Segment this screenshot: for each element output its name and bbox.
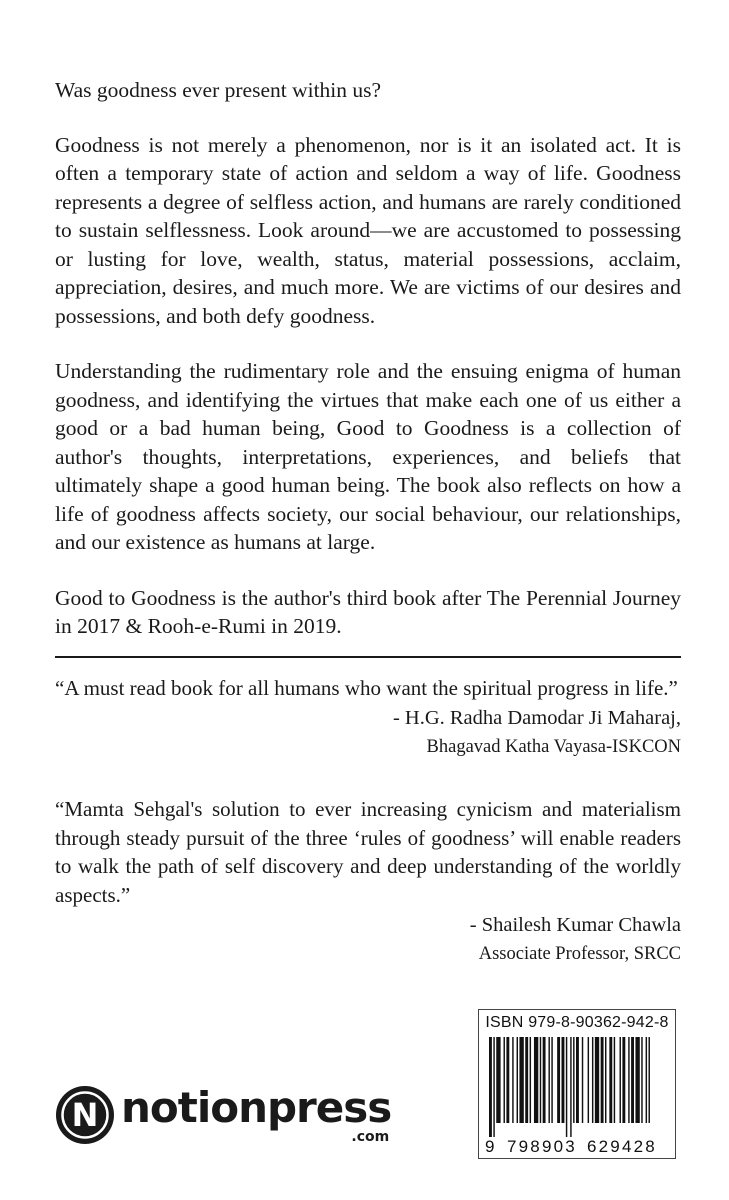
publisher-name: notionpress bbox=[121, 1083, 392, 1132]
barcode-digit-lead: 9 bbox=[485, 1137, 495, 1156]
testimonial-1-affiliation: Bhagavad Katha Vayasa-ISKCON bbox=[426, 737, 681, 757]
barcode-bar bbox=[517, 1037, 518, 1123]
barcode-bar bbox=[557, 1037, 560, 1123]
barcode-bar bbox=[641, 1037, 642, 1123]
barcode-bar bbox=[525, 1037, 528, 1123]
opening-question: Was goodness ever present within us? bbox=[55, 78, 382, 102]
barcode-bar bbox=[631, 1037, 634, 1123]
paragraph-third-book: Good to Goodness is the author's third book after The Perennial Journey in 2017 & Rooh-e-Rumi in 2019. bbox=[55, 585, 681, 638]
barcode-bar bbox=[576, 1037, 579, 1123]
back-cover-text bbox=[55, 76, 681, 1002]
divider-rule bbox=[55, 656, 681, 658]
notionpress-logo-icon bbox=[55, 1085, 115, 1145]
testimonial-2-author: - Shailesh Kumar Chawla bbox=[469, 914, 681, 936]
testimonial-2 bbox=[55, 795, 681, 968]
barcode-bar bbox=[601, 1037, 604, 1123]
barcode-bar bbox=[635, 1037, 639, 1123]
barcode-bar bbox=[573, 1037, 574, 1123]
publisher-domain: .com bbox=[351, 1129, 390, 1145]
barcode-bar bbox=[489, 1037, 492, 1137]
barcode-bar bbox=[530, 1037, 531, 1123]
barcode-bars bbox=[479, 1037, 675, 1142]
publisher-wordmark bbox=[121, 1085, 391, 1145]
paragraph-understanding: Understanding the rudimentary role and the ensuing enigma of human goodness, and identifying the virtues that make each one of us either a good or a bad human being, Good to Goodness is a collection of author's thoughts, interpretations, experiences, and beliefs that ultimately shape a good human being. The book also reflects on how a life of goodness affects society, our social behaviour, our relationships, and our existence as humans at large. bbox=[55, 359, 681, 554]
barcode-bar bbox=[548, 1037, 549, 1123]
barcode-bar bbox=[566, 1037, 567, 1137]
testimonial-2-affiliation: Associate Professor, SRCC bbox=[478, 944, 681, 964]
publisher-logo bbox=[55, 1079, 391, 1151]
barcode-bar bbox=[595, 1037, 599, 1123]
testimonial-1 bbox=[55, 674, 681, 762]
barcode-bar bbox=[628, 1037, 629, 1123]
isbn-label: ISBN 979-8-90362-942-8 bbox=[485, 1014, 669, 1031]
barcode-bar bbox=[496, 1037, 500, 1123]
barcode-bar bbox=[512, 1037, 513, 1123]
barcode-bar bbox=[620, 1037, 621, 1123]
barcode-bar bbox=[504, 1037, 505, 1123]
barcode-bar bbox=[614, 1037, 615, 1123]
barcode-bar bbox=[551, 1037, 552, 1123]
testimonial-2-text: “Mamta Sehgal's solution to ever increasing cynicism and materialism through steady pursuit of the three ‘rules of goodness’ will enable readers to walk the path of self discovery and deep understanding of the worldly aspects.” bbox=[55, 797, 681, 907]
barcode-digits-right: 629428 bbox=[587, 1137, 657, 1156]
barcode-bar bbox=[609, 1037, 612, 1123]
barcode-bar bbox=[622, 1037, 625, 1123]
barcode-bar bbox=[582, 1037, 583, 1123]
barcode-digits-left: 798903 bbox=[507, 1137, 577, 1156]
paragraph-goodness: Goodness is not merely a phenomenon, nor is it an isolated act. It is often a temporary state of action and seldom a way of life. Goodness represents a degree of selfless action, and humans are rarely conditioned to sustain selflessness. Look around—we are accustomed to possessing or lusting for love, wealth, status, material possessions, acclaim, appreciation, desires, and much more. We are victims of our desires and possessions, and both defy goodness. bbox=[55, 132, 681, 328]
logo-letter: N bbox=[71, 1096, 99, 1134]
barcode-bar bbox=[649, 1037, 650, 1123]
barcode-bar bbox=[646, 1037, 647, 1123]
barcode-bar bbox=[506, 1037, 509, 1123]
barcode-bar bbox=[588, 1037, 589, 1123]
barcode-bar bbox=[519, 1037, 523, 1123]
testimonial-1-text: “A must read book for all humans who want the spiritual progress in life.” bbox=[55, 675, 678, 700]
barcode-bar bbox=[570, 1037, 571, 1137]
barcode-bar bbox=[543, 1037, 546, 1123]
barcode-bar bbox=[562, 1037, 565, 1123]
barcode-bar bbox=[534, 1037, 538, 1123]
testimonial-1-author: - H.G. Radha Damodar Ji Maharaj, bbox=[392, 707, 681, 729]
barcode-bar bbox=[605, 1037, 606, 1123]
barcode-bar bbox=[493, 1037, 494, 1137]
barcode-bar bbox=[540, 1037, 541, 1123]
isbn-barcode bbox=[478, 1009, 676, 1159]
barcode-bar bbox=[592, 1037, 593, 1123]
